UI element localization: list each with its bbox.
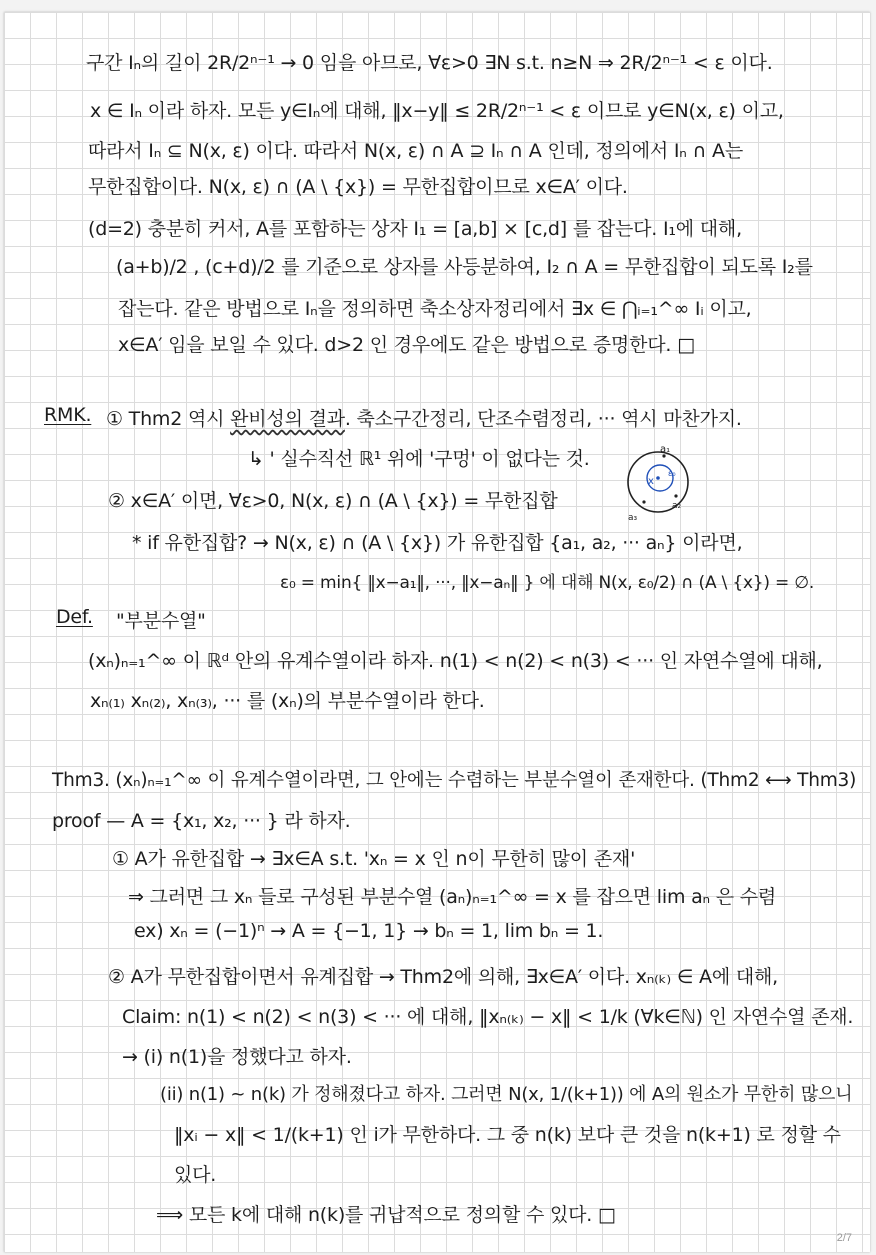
sketch-label-eps: ε₀ [668,469,676,478]
remark-1-lead: ① Thm2 역시 [106,408,231,430]
proof-case-1: ① A가 유한집합 → ∃x∈A s.t. 'xₙ = x 인 n이 무한히 많이 존재' [112,848,636,870]
theorem-3: Thm3. (xₙ)ₙ₌₁^∞ 이 유계수열이라면, 그 안에는 수렴하는 부분수열이 존재한다. (Thm2 ⟷ Thm3) [52,770,857,791]
text-line: 구간 Iₙ의 길이 2R/2ⁿ⁻¹ → 0 임을 아므로, ∀ε>0 ∃N s.t. n≥N ⇒ 2R/2ⁿ⁻¹ < ε 이다. [86,52,773,74]
neighborhood-sketch [620,444,720,524]
remark-label: RMK. [44,404,92,426]
proof-step-ii: (ii) n(1) ~ n(k) 가 정해졌다고 하자. 그러면 N(x, 1/(k+1)) 에 A의 원소가 무한히 많으니 [160,1084,853,1105]
remark-1-tail: . 축소구간정리, 단조수렴정리, ··· 역시 마찬가지. [344,408,742,430]
proof-claim: Claim: n(1) < n(2) < n(3) < ··· 에 대해, ‖xₙ₍ₖ₎ − x‖ < 1/k (∀k∈ℕ) 인 자연수열 존재. [122,1006,854,1028]
remark-2: ② x∈A′ 이면, ∀ε>0, N(x, ε) ∩ (A \ {x}) = 무한집합 [108,490,558,512]
proof-case-1-detail: ⇒ 그러면 그 xₙ 들로 구성된 부분수열 (aₙ)ₙ₌₁^∞ = x 를 잡으면 lim aₙ 은 수렴 [128,886,777,908]
definition-line: xₙ₍₁₎ xₙ₍₂₎, xₙ₍₃₎, ··· 를 (xₙ)의 부분수열이라 한다. [90,690,485,712]
text-line: 따라서 Iₙ ⊆ N(x, ε) 이다. 따라서 N(x, ε) ∩ A ⊇ Iₙ ∩ A 인데, 정의에서 Iₙ ∩ A는 [88,140,743,162]
sketch-label-a3: a₃ [628,513,638,523]
proof-case-2: ② A가 무한집합이면서 유계집합 → Thm2에 의해, ∃x∈A′ 이다. xₙ₍ₖ₎ ∈ A에 대해, [108,966,778,988]
sketch-label-x: x [648,476,654,487]
proof-conclusion: ⟹ 모든 k에 대해 n(k)를 귀납적으로 정의할 수 있다. □ [156,1204,616,1226]
definition-label: Def. [56,606,93,628]
definition-title: "부분수열" [116,610,206,632]
remark-2-epsilon: ε₀ = min{ ‖x−a₁‖, ···, ‖x−aₙ‖ } 에 대해 N(x, ε₀/2) ∩ (A \ {x}) = ∅. [280,573,815,593]
text-line: x ∈ Iₙ 이라 하자. 모든 y∈Iₙ에 대해, ‖x−y‖ ≤ 2R/2ⁿ⁻¹ < ε 이므로 y∈N(x, ε) 이고, [90,100,784,122]
page-number: 2/7 [836,1232,852,1244]
text-line: (a+b)/2 , (c+d)/2 를 기준으로 상자를 사등분하여, I₂ ∩ A = 무한집합이 되도록 I₂를 [116,256,813,278]
remark-1 [106,404,742,431]
proof-step-ii-cont: 있다. [174,1164,217,1186]
sketch-label-a2: a₂ [672,501,682,511]
point-a2 [674,494,677,497]
proof-start: proof — A = {x₁, x₂, ··· } 라 하자. [52,810,351,832]
remark-1-note: ↳ ' 실수직선 ℝ¹ 위에 '구멍' 이 없다는 것. [248,448,590,470]
text-line: 무한집합이다. N(x, ε) ∩ (A \ {x}) = 무한집합이므로 x∈A′ 이다. [88,176,628,198]
sketch-label-a1: a₁ [660,444,671,455]
center-point [656,476,660,480]
text-line: (d=2) 충분히 커서, A를 포함하는 상자 I₁ = [a,b] × [c,d] 를 잡는다. I₁에 대해, [88,218,742,240]
proof-step-ii-cont: ‖xᵢ − x‖ < 1/(k+1) 인 i가 무한하다. 그 중 n(k) 보다 큰 것을 n(k+1) 로 정할 수 [174,1124,841,1146]
notebook-page [4,12,870,1252]
remark-1-highlight: 완비성의 결과 [230,408,345,430]
point-a3 [642,500,645,503]
definition-line: (xₙ)ₙ₌₁^∞ 이 ℝᵈ 안의 유계수열이라 하자. n(1) < n(2) < n(3) < ··· 인 자연수열에 대해, [88,650,823,672]
proof-step-i: → (i) n(1)을 정했다고 하자. [122,1046,352,1068]
remark-2-case: * if 유한집합? → N(x, ε) ∩ (A \ {x}) 가 유한집합 {a₁, a₂, ··· aₙ} 이라면, [132,532,743,554]
text-line: x∈A′ 임을 보일 수 있다. d>2 인 경우에도 같은 방법으로 증명한다. □ [118,334,695,356]
text-line: 잡는다. 같은 방법으로 Iₙ을 정의하면 축소상자정리에서 ∃x ∈ ⋂ᵢ₌₁^∞ Iᵢ 이고, [118,298,752,320]
proof-example: ex) xₙ = (−1)ⁿ → A = {−1, 1} → bₙ = 1, lim bₙ = 1. [134,920,604,942]
